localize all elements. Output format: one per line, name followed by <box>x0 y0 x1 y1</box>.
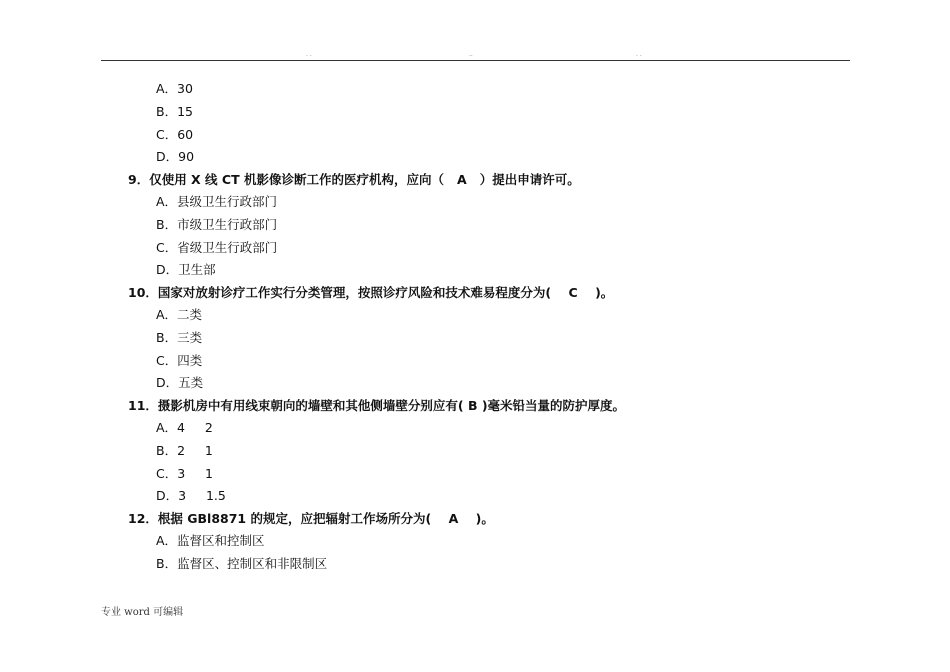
option-line: A．县级卫生行政部门 <box>156 194 278 209</box>
header-mark: . . <box>636 51 642 58</box>
question-9: 9．仅使用 X 线 CT 机影像诊断工作的医疗机构，应向（ A ）提出申请许可。 <box>128 172 580 187</box>
question-10: 10．国家对放射诊疗工作实行分类管理，按照诊疗风险和技术难易程度分为( C )。 <box>128 285 614 300</box>
option-line: D．卫生部 <box>156 262 216 277</box>
option-line: B．三类 <box>156 330 203 345</box>
option-line: B．监督区、控制区和非限制区 <box>156 556 328 571</box>
option-line: C．3 1 <box>156 466 214 481</box>
option-line: B．2 1 <box>156 443 213 458</box>
option-line: B．市级卫生行政部门 <box>156 217 278 232</box>
option-line: D．90 <box>156 149 195 164</box>
question-12: 12．根据 GBl8871 的规定，应把辐射工作场所分为( A )。 <box>128 511 494 526</box>
page-header <box>0 52 950 60</box>
page-footer: 专业 word 可编辑 <box>101 607 184 618</box>
option-line: A．30 <box>156 81 193 96</box>
option-line: C．省级卫生行政部门 <box>156 240 278 255</box>
header-mark: . . <box>306 51 312 58</box>
option-line: A．监督区和控制区 <box>156 533 265 548</box>
header-rule <box>101 60 850 61</box>
option-line: C．四类 <box>156 353 203 368</box>
option-line: A．4 2 <box>156 420 213 435</box>
option-line: D．五类 <box>156 375 204 390</box>
header-mark: .. <box>469 51 473 58</box>
option-line: B．15 <box>156 104 193 119</box>
option-line: D．3 1.5 <box>156 488 226 503</box>
option-line: A．二类 <box>156 307 203 322</box>
question-11: 11．摄影机房中有用线束朝向的墙壁和其他侧墙壁分别应有( B )毫米铅当量的防护厚度。 <box>128 398 626 413</box>
option-line: C．60 <box>156 127 194 142</box>
